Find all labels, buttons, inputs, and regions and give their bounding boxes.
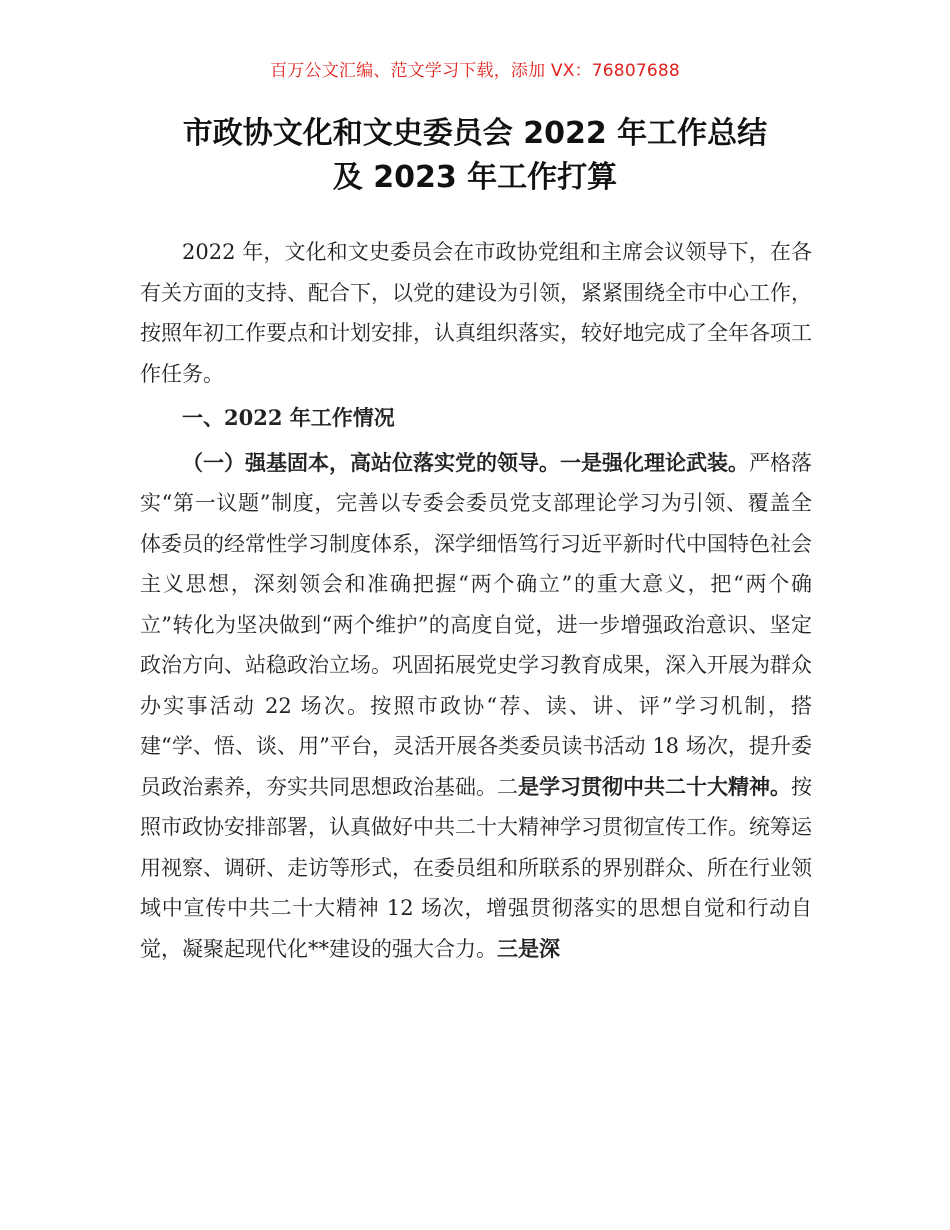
point-1-label: 一是强化理论武装。 [560,449,749,475]
intro-paragraph: 2022 年，文化和文史委员会在市政协党组和主席会议领导下，在各有关方面的支持、配合下，以党的建设为引领，紧紧围绕全市中心工作，按照年初工作要点和计划安排，认真组织落实，较好地完成了全年各项工作任务。 [140,240,812,386]
point-1-text: 严格落实“第一议题”制度，完善以专委会委员党支部理论学习为引领、覆盖全体委员的经常性学习制度体系，深学细悟笃行习近平新时代中国特色社会主义思想，深刻领会和准确把握“两个确立”的重大意义，把“两个确立”转化为坚决做到“两个维护”的高度自觉，进一步增强政治意识、坚定政治方向、站稳政治立场。巩固拓展党史学习教育成果，深入开展为群众办实事活动 22 场次。按照市政协“荐、读、讲、评”学习机制，搭建“学、悟、谈、用”平台，灵活开展各类委员读书活动 18 场次，提升委员政治素养，夯实共同思想政治基础。 [140,450,812,799]
body-paragraph [140,443,812,970]
sub-heading: （一）强基固本，高站位落实党的领导。 [182,449,560,475]
point-2-text: 按照市政协安排部署，认真做好中共二十大精神学习贯彻宣传工作。统筹运用视察、调研、走访等形式，在委员组和所联系的界别群众、所在行业领域中宣传中共二十大精神 12 场次，增强贯彻落实的思想自觉和行动自觉，凝聚起现代化**建设的强大合力。 [140,774,812,961]
title-line-1: 市政协文化和文史委员会 2022 年工作总结 [182,116,768,151]
section-heading [140,398,812,439]
document-body [140,232,812,969]
point-3-label: 三是深 [497,935,560,961]
title-line-2: 及 2023 年工作打算 [332,160,618,195]
section-heading-text: 一、2022 年工作情况 [182,405,395,430]
point-2-prefix: 二 [497,774,518,799]
point-2-label: 是学习贯彻中共二十大精神。 [518,773,791,799]
document-title [120,112,830,200]
watermark: 百万公文汇编、范文学习下载，添加 VX：76807688 [270,61,680,81]
